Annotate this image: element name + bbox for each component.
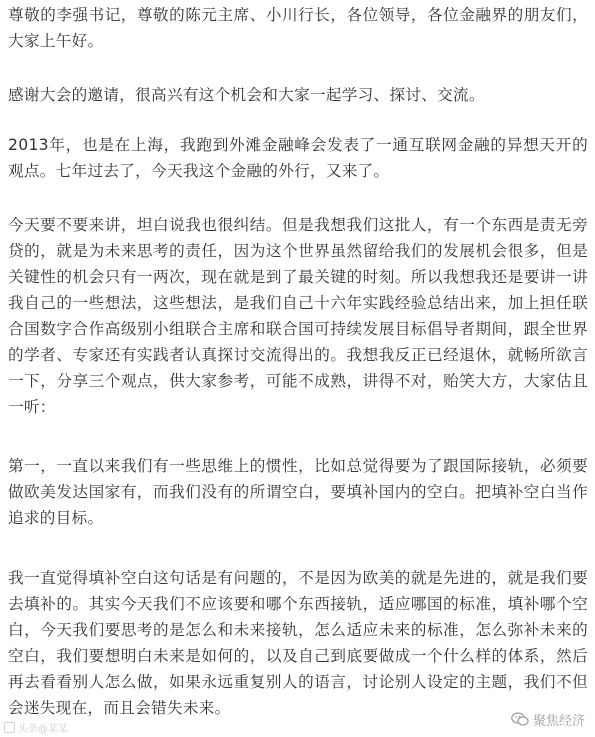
paragraph-thanks: 感谢大会的邀请，很高兴有这个机会和大家一起学习、探讨、交流。 xyxy=(8,86,485,104)
watermark-right xyxy=(511,710,585,729)
paragraph-responsibility: 今天要不要来讲，坦白说我也很纠结。但是我想我们这批人，有一个东西是责无旁贷的，就是为未来思考的责任，因为这个世界虽然留给我们的发展机会很多，但是关键性的机会只有一两次，现在就是到了最关键的时刻。所以我想我还是要讲一讲我自己的一些想法，这些想法，是我们自己十六年实践经验总结出来，加上担任联合国数字合作高级别小组联合主席和联合国可持续发展目标倡导者期间，跟全世界的学者、专家还有实践者认真探讨交流得出的。我想我反正已经退休，就畅所欲言一下，分享三个观点，供大家参考，可能不成熟，讲得不对，贻笑大方，大家估且一听： xyxy=(8,216,588,416)
paragraph-fill-gap: 我一直觉得填补空白这句话是有问题的，不是因为欧美的就是先进的，就是我们要去填补的。其实今天我们不应该要和哪个东西接轨，适应哪国的标准，填补哪个空白，今天我们要思考的是怎么和未来接轨，怎么适应未来的标准，怎么弥补未来的空白，我们要想明白未来是如何的，以及自己到底要做成一个什么样的体系，然后再去看看别人怎么做，如果永远重复别人的语言，讨论别人设定的主题，我们不但会迷失现在，而且会错失未来。 xyxy=(8,569,588,717)
watermark-left xyxy=(4,720,68,735)
paragraph-greeting: 尊敬的李强书记，尊敬的陈元主席、小川行长，各位领导，各位金融界的朋友们，大家上午好。 xyxy=(8,6,588,50)
paragraph-first-point: 第一，一直以来我们有一些思维上的惯性，比如总觉得要为了跟国际接轨，必须要做欧美发达国家有，而我们没有的所谓空白，要填补国内的空白。把填补空白当作追求的目标。 xyxy=(8,457,588,527)
paragraph-2013: 2013年，也是在上海，我跑到外滩金融峰会发表了一通互联网金融的异想天开的观点。七年过去了，今天我这个金融的外行，又来了。 xyxy=(8,136,588,180)
watermark-left-text: 头条@某某 xyxy=(18,724,68,735)
wechat-icon xyxy=(511,712,529,727)
watermark-right-text: 聚焦经济 xyxy=(532,714,585,729)
watermark-logo-icon xyxy=(4,722,15,733)
